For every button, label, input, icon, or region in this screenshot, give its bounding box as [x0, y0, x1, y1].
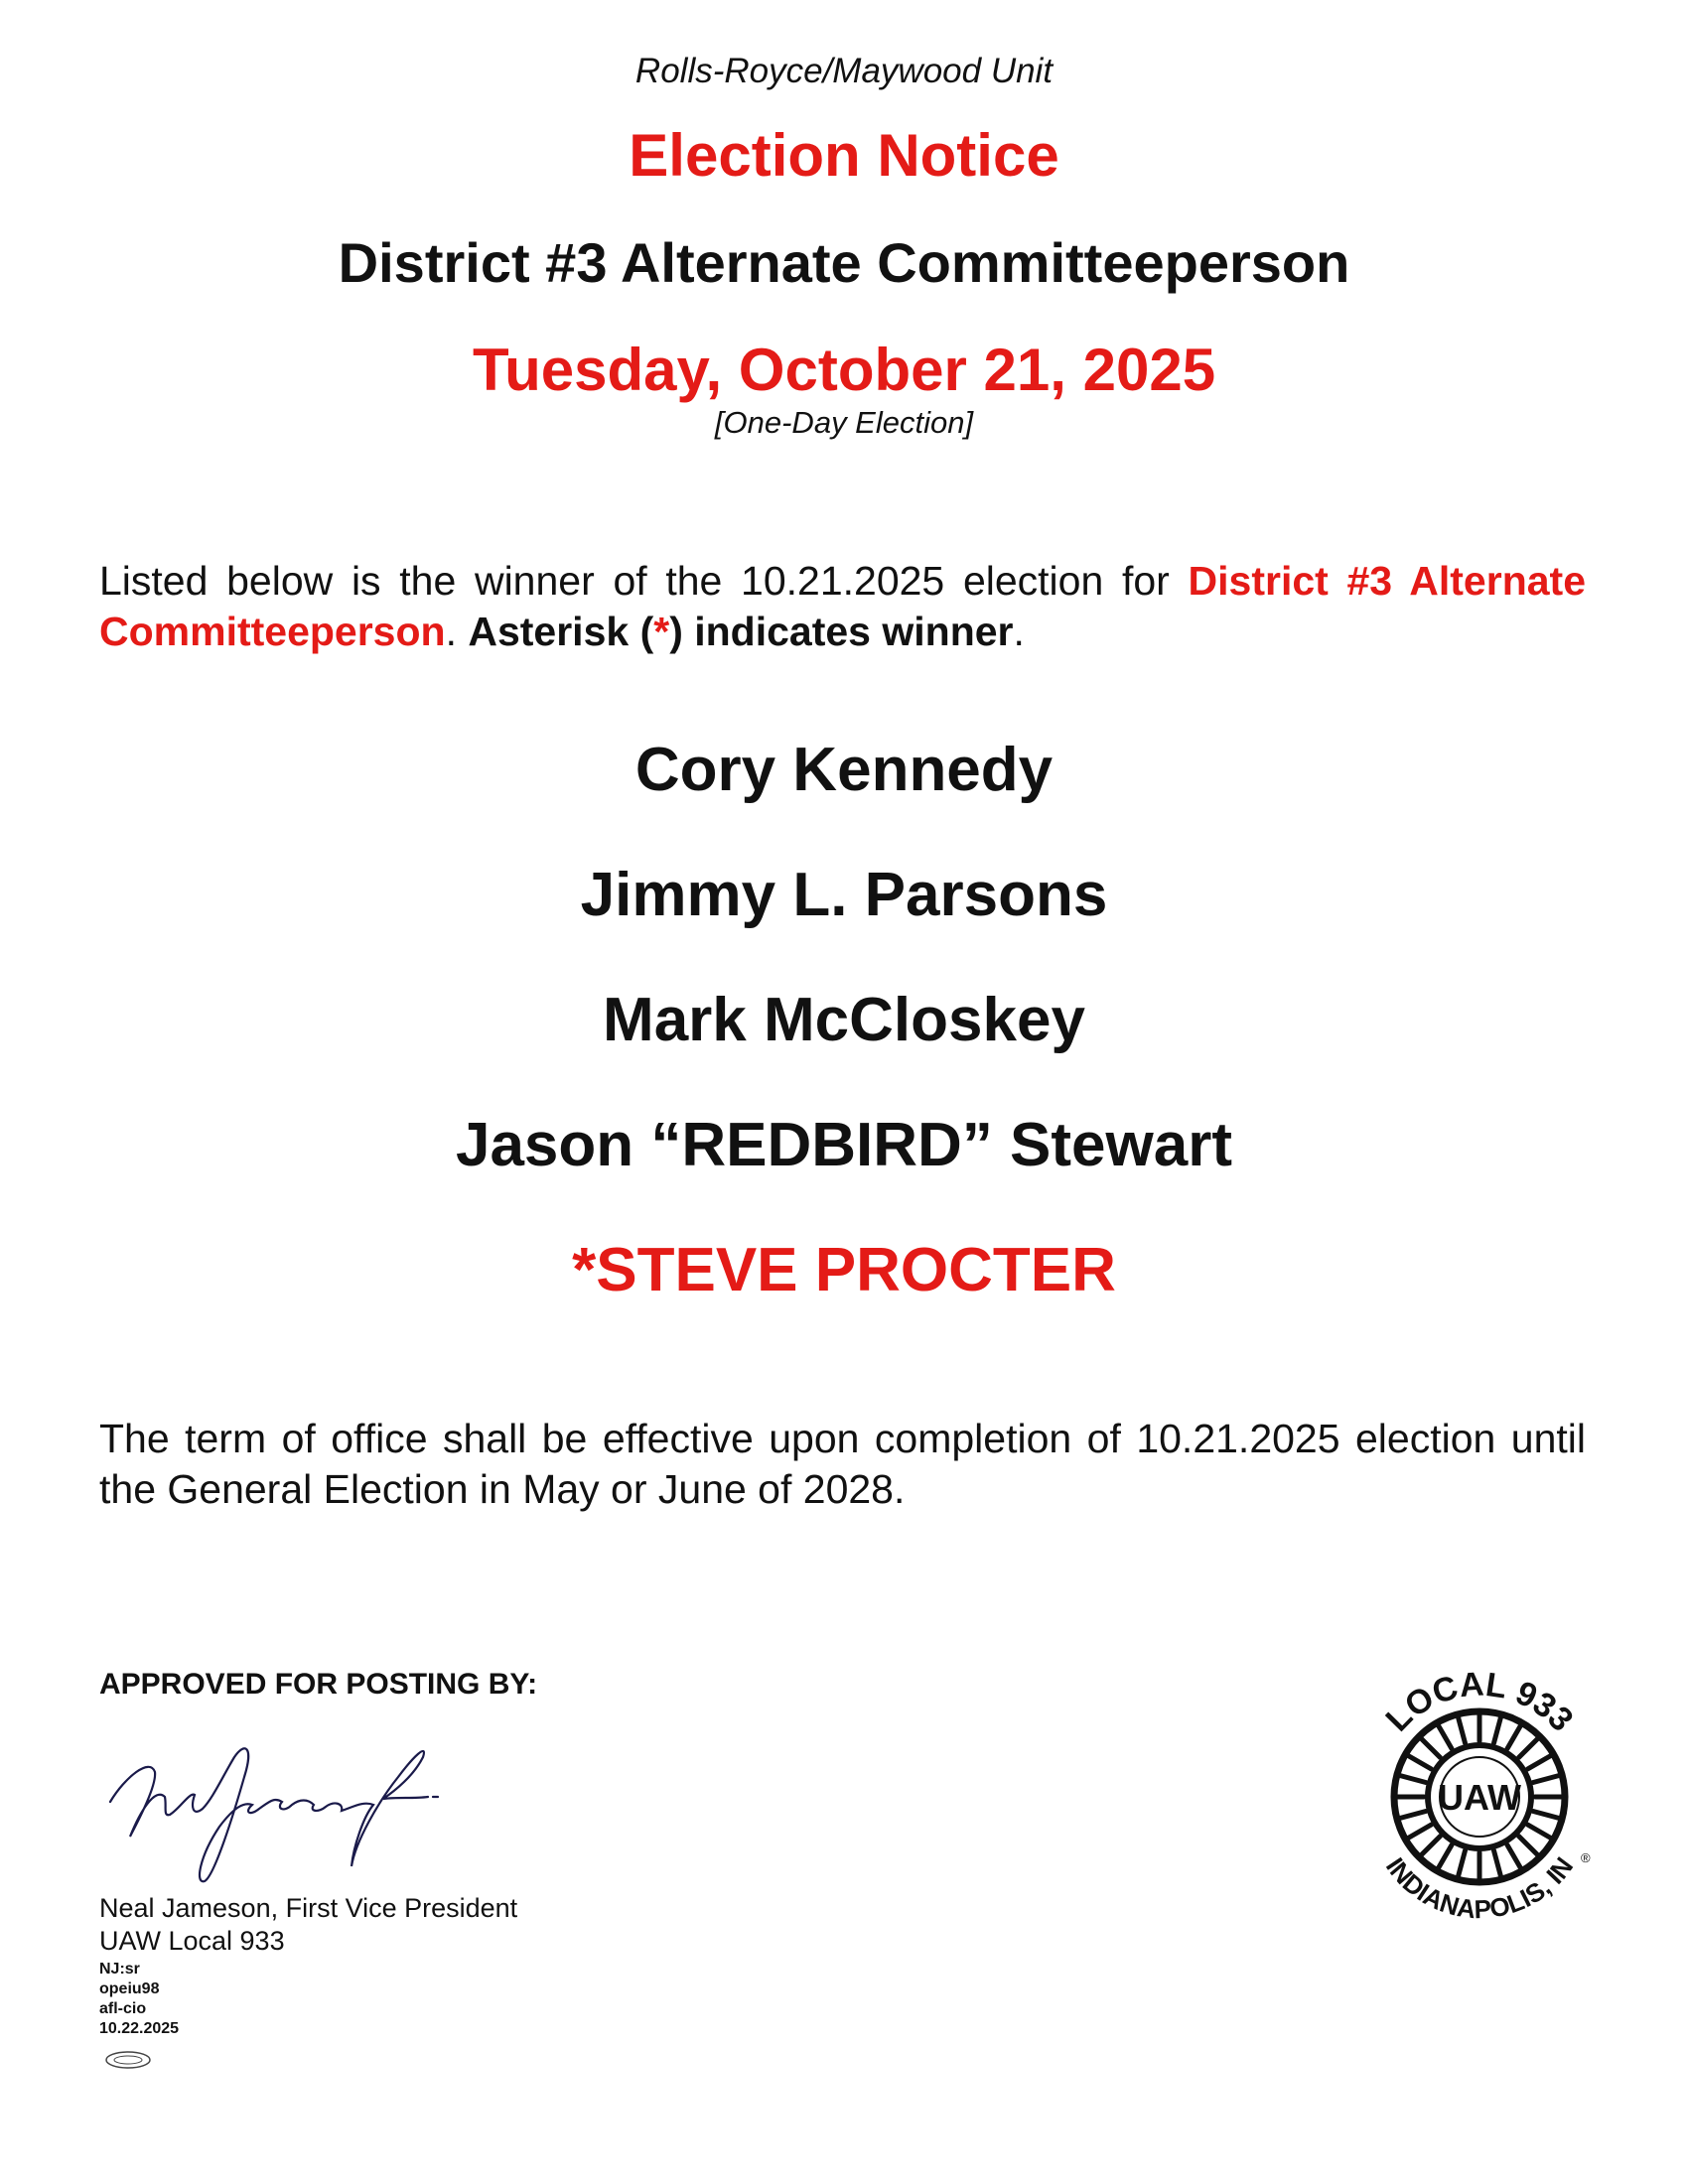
- candidate-name: Mark McCloskey: [603, 986, 1085, 1054]
- signer-name: Neal Jameson, First Vice President: [99, 1893, 518, 1923]
- seal-spoke: [1438, 1724, 1452, 1748]
- approved-label: APPROVED FOR POSTING BY:: [99, 1668, 538, 1701]
- seal-spoke: [1399, 1811, 1426, 1818]
- intro-position: District #3 Alternate Committeeperson: [99, 558, 1586, 654]
- initials: NJ:sr: [99, 1961, 140, 1978]
- unit-name: Rolls-Royce/Maywood Unit: [634, 52, 1054, 90]
- registered-mark: ®: [1581, 1850, 1591, 1865]
- seal-center-text: UAW: [1438, 1777, 1521, 1818]
- term-paragraph: The term of office shall be effective upon completion of 10.21.2025 election until the General Election in May or June of 2028.: [99, 1416, 1586, 1512]
- union-bug-icon: [103, 2048, 153, 2072]
- seal-spoke: [1438, 1844, 1452, 1868]
- seal-spoke: [1407, 1825, 1431, 1839]
- seal-spoke: [1407, 1755, 1431, 1769]
- union-bug-text: [99, 1960, 179, 2039]
- intro-period: .: [1013, 609, 1025, 654]
- posting-date: 10.22.2025: [99, 2020, 180, 2037]
- position-title: District #3 Alternate Committeeperson: [338, 231, 1350, 294]
- winner-name: *STEVE PROCTER: [572, 1236, 1116, 1304]
- intro-separator: .: [445, 609, 469, 654]
- signature-image: [95, 1717, 492, 1886]
- election-date: Tuesday, October 21, 2025: [472, 337, 1216, 403]
- seal-spoke: [1527, 1755, 1551, 1769]
- asterisk-note-start: Asterisk (: [468, 609, 654, 654]
- election-type: [One-Day Election]: [714, 405, 974, 440]
- aflcio-line: afl-cio: [99, 2000, 147, 2017]
- seal-spoke: [1493, 1850, 1500, 1877]
- seal-spoke: [1458, 1850, 1465, 1877]
- seal-spoke: [1399, 1775, 1426, 1782]
- seal-bottom-text: INDIANAPOLIS, IN: [1379, 1851, 1580, 1925]
- seal-top-text: LOCAL 933: [1378, 1668, 1581, 1739]
- candidate-name: Jason “REDBIRD” Stewart: [455, 1111, 1233, 1179]
- seal-spoke: [1527, 1825, 1551, 1839]
- seal-spoke: [1519, 1738, 1539, 1758]
- candidate-name: Jimmy L. Parsons: [580, 861, 1108, 929]
- seal-spoke: [1519, 1837, 1539, 1856]
- signer-block: [99, 1892, 517, 1958]
- notice-title: Election Notice: [629, 122, 1059, 189]
- candidate-name: Cory Kennedy: [634, 736, 1054, 804]
- intro-paragraph: [99, 556, 1586, 657]
- seal-spoke: [1493, 1716, 1500, 1743]
- asterisk-symbol: *: [653, 609, 670, 654]
- seal-spoke: [1458, 1716, 1465, 1743]
- seal-spoke: [1507, 1844, 1521, 1868]
- opeiu-line: opeiu98: [99, 1980, 160, 1997]
- asterisk-note-end: ) indicates winner: [669, 609, 1014, 654]
- local-933-seal: [1350, 1668, 1609, 1926]
- seal-spoke: [1533, 1775, 1560, 1782]
- intro-text: Listed below is the winner of the 10.21.2025 election for: [99, 558, 1189, 604]
- seal-spoke: [1533, 1811, 1560, 1818]
- seal-spoke: [1421, 1837, 1441, 1856]
- seal-spoke: [1507, 1724, 1521, 1748]
- signer-organization: UAW Local 933: [99, 1926, 285, 1956]
- seal-spoke: [1421, 1738, 1441, 1758]
